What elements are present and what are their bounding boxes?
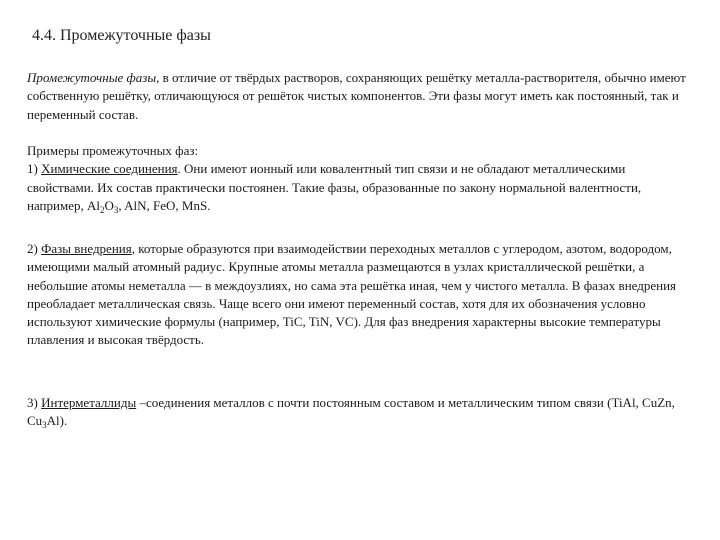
intro-body: , в отличие от твёрдых растворов, сохраняющих решётку металла-растворителя, обычно имеют собственную решётку, отличающуюся от решёток чистых компонентов. Эти фазы могут иметь как постоянный, так и переменный состав. [27, 70, 686, 122]
item-3-number: 3) [27, 395, 42, 410]
examples-section [27, 142, 695, 215]
formula-al-part: Al [86, 197, 100, 213]
item-2-paragraph [27, 240, 695, 350]
item-1-text: . Они имеют ионный или ковалентный тип связи и не обладают металлическими свойствами. Их состав практически постоянен. Такие фазы, образованные по закону нормальной валентности, например, [27, 161, 642, 213]
formula-sub-2: 2 [99, 204, 105, 215]
intro-paragraph [27, 69, 695, 124]
page-title: 4.4. Промежуточные фазы [32, 27, 211, 44]
item-1-rest: , AlN, FeO, MnS. [118, 197, 211, 213]
item-2-text: , которые образуются при взаимодействии переходных металлов с углеродом, азотом, водородом, имеющими малый атомный радиус. Крупные атомы металла размещаются в узлах кристаллической решётки, а небольшие атомы неметалла — в междоузлиях, но сама эта решётка иная, чем у чистого металла. В фазах внедрения преобладает металлическая связь. Чаще всего они имеют переменный состав, хотя для их обозначения условно используют химические формулы (например, TiC, TiN, VC). Для фаз внедрения характерны высокие температуры плавления и высокая твёрдость. [27, 241, 677, 348]
item-3-subscript: 3 [42, 420, 47, 431]
item-1-term: Химические соединения [41, 161, 178, 177]
examples-heading: Примеры промежуточных фаз: [27, 143, 199, 158]
item-3-paragraph [27, 394, 695, 431]
example-item-1 [27, 160, 695, 215]
formula-sub-3: 3 [113, 204, 119, 215]
formula-o-part: O [104, 197, 114, 213]
example-item-2 [27, 240, 695, 350]
item-2-term: Фазы внедрения [41, 241, 132, 256]
example-item-3 [27, 394, 695, 431]
intro-text [27, 69, 695, 124]
item-3-text-a: –соединения металлов с почти постоянным составом и металлическим типом связи (TiAl, CuZn, Cu [27, 395, 675, 429]
item-3-term: Интерметаллиды [41, 395, 137, 410]
intro-term: Промежуточные фазы [27, 70, 157, 85]
item-1-number: 1) [27, 161, 42, 177]
item-3-text-b: Al). [46, 413, 68, 429]
item-2-number: 2) [27, 241, 42, 256]
